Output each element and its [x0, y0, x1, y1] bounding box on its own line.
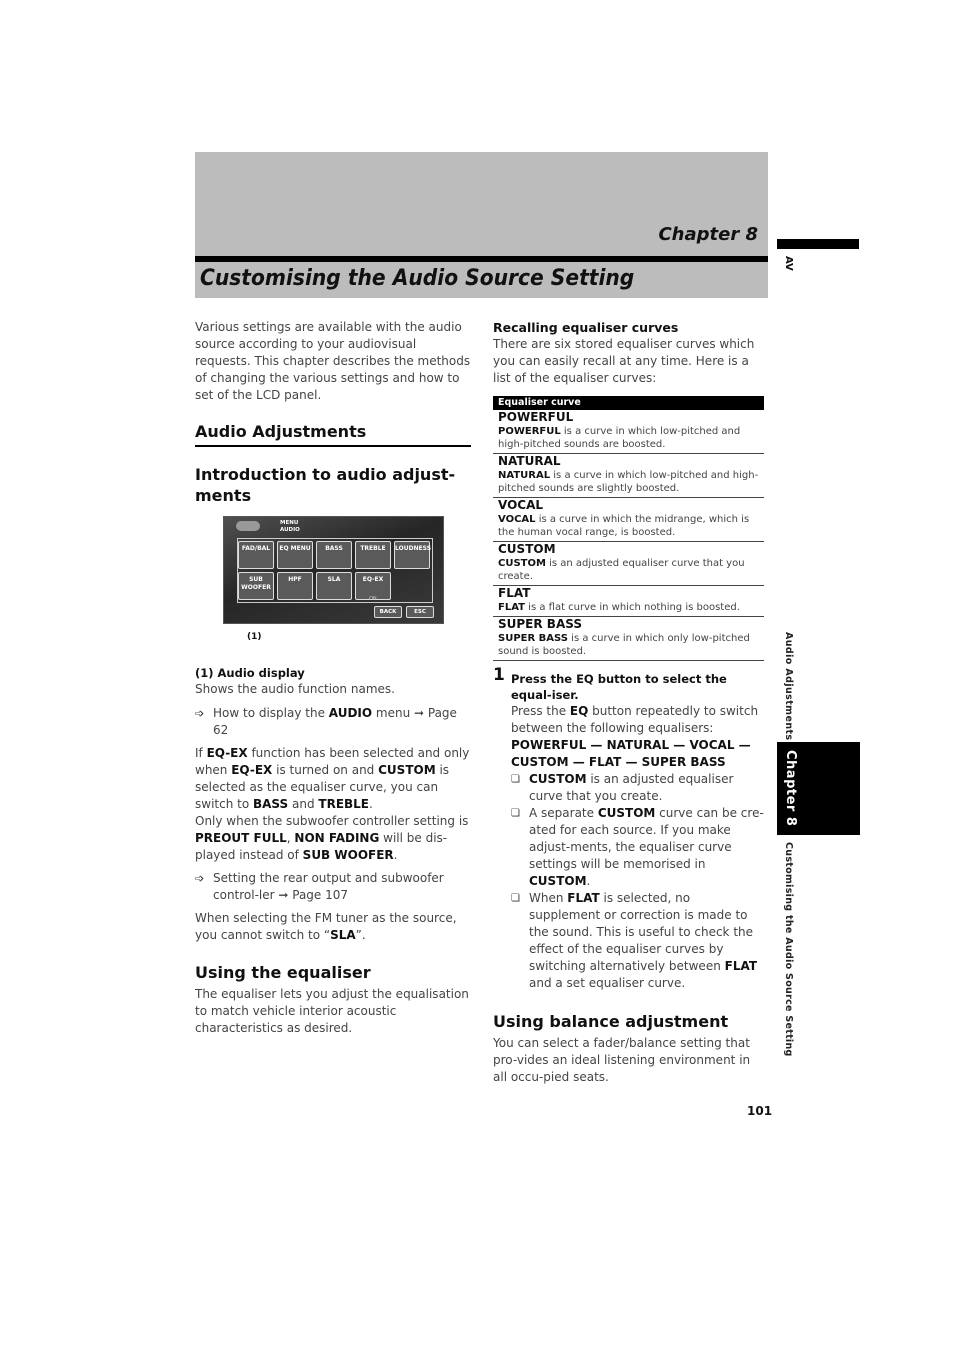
- page-number: 101: [747, 1104, 773, 1118]
- hpf-button[interactable]: HPF: [277, 572, 313, 600]
- cd-source-icon: [236, 521, 260, 531]
- equaliser-paragraph: The equaliser lets you adjust the equalisation to match vehicle interior acoustic characteristics as desired.: [195, 987, 469, 1035]
- table-row: CUSTOM CUSTOM is an adjusted equaliser curve that you create.: [493, 542, 764, 586]
- esc-button[interactable]: ESC: [406, 606, 434, 618]
- chapter-label: Chapter 8: [658, 224, 758, 245]
- intro-paragraph: Various settings are available with the audio source according to your audiovisual requests. This chapter describes the methods of changing the various settings and how to set of the LCD panel.: [195, 320, 471, 402]
- note-item: ❏ When FLAT is selected, no supplement or correction is made to the sound. This is useful to check the effect of the equaliser curves by switching alternatively between FLAT and a set equaliser curve.: [511, 890, 765, 992]
- table-header: Equaliser curve: [493, 396, 764, 410]
- step-number: 1: [493, 665, 505, 685]
- loudness-button[interactable]: LOUDNESS: [394, 541, 430, 569]
- table-row: NATURAL NATURAL is a curve in which low-pitched and high-pitched sounds are slightly boosted.: [493, 454, 764, 498]
- audio-display-heading: (1) Audio display: [195, 666, 305, 680]
- left-column: [195, 319, 471, 1037]
- page-title: Customising the Audio Source Setting: [200, 266, 635, 291]
- eq-menu-button[interactable]: EQ MENU: [277, 541, 313, 569]
- back-button[interactable]: BACK: [374, 606, 402, 618]
- audio-screen-image: [223, 516, 444, 624]
- heading-balance-adjustment: Using balance adjustment: [493, 1012, 729, 1031]
- balance-paragraph: You can select a fader/balance setting that pro-vides an ideal listening environment in all occu-pied seats.: [493, 1036, 751, 1084]
- note-item: ❏ A separate CUSTOM curve can be cre-ated for each source. If you make adjust-ments, the equaliser curve settings will be memorised in CUSTOM.: [511, 805, 765, 890]
- table-row: FLAT FLAT is a flat curve in which nothing is boosted.: [493, 586, 764, 617]
- equaliser-curve-table: [493, 396, 764, 661]
- heading-audio-adjustments: Audio Adjustments: [195, 421, 471, 447]
- side-tab-av: AV: [783, 256, 794, 271]
- heading-introduction: Introduction to audio adjust-ments: [195, 465, 456, 505]
- eq-ex-button[interactable]: EQ-EX: [355, 572, 391, 600]
- note-item: ❏ CUSTOM is an adjusted equaliser curve that you create.: [511, 771, 765, 805]
- table-row: SUPER BASS SUPER BASS is a curve in which only low-pitched sound is boosted.: [493, 617, 764, 661]
- table-row: POWERFUL POWERFUL is a curve in which low-pitched and high-pitched sounds are boosted.: [493, 410, 764, 454]
- fad-bal-button[interactable]: FAD/BAL: [238, 541, 274, 569]
- side-tab-audio-adjustments: Audio Adjustments: [783, 632, 794, 741]
- side-section-label: Customising the Audio Source Setting: [783, 842, 794, 1057]
- sla-button[interactable]: SLA: [316, 572, 352, 600]
- recall-paragraph: There are six stored equaliser curves which you can easily recall at any time. Here is a list of the equaliser curves:: [493, 337, 755, 385]
- screen-menu-label: MENU AUDIO: [280, 520, 300, 533]
- callout-label: (1): [247, 632, 262, 642]
- step-heading: Press the EQ button to select the equal-iser.: [511, 672, 727, 702]
- step-1: [493, 665, 765, 771]
- treble-button[interactable]: TREBLE: [355, 541, 391, 569]
- step-text: Press the EQ button repeatedly to switch between the following equalisers:: [511, 704, 759, 735]
- reference-audio-menu: ➩ How to display the AUDIO menu ➞ Page 62: [195, 705, 471, 739]
- heading-using-equaliser: Using the equaliser: [195, 963, 371, 982]
- side-tab-bar: [777, 239, 859, 249]
- bass-button[interactable]: BASS: [316, 541, 352, 569]
- fm-tuner-paragraph: When selecting the FM tuner as the source, you cannot switch to “SLA”.: [195, 911, 457, 942]
- equaliser-sequence: POWERFUL — NATURAL — VOCAL — CUSTOM — FLAT — SUPER BASS: [511, 738, 751, 769]
- eq-ex-paragraph: If EQ-EX function has been selected and only when EQ-EX is turned on and CUSTOM is selected as the equaliser curve, you can switch to BASS and TREBLE.: [195, 746, 470, 811]
- eq-ex-status: ON: [369, 596, 377, 602]
- heading-recalling-curves: Recalling equaliser curves: [493, 320, 679, 335]
- side-chapter-label: Chapter 8: [783, 750, 798, 827]
- reference-rear-output: ➩ Setting the rear output and subwoofer control-ler ➞ Page 107: [195, 870, 471, 904]
- right-column: [493, 319, 765, 1086]
- sub-woofer-button[interactable]: SUB WOOFER: [238, 572, 274, 600]
- subwoofer-paragraph: Only when the subwoofer controller setting is PREOUT FULL, NON FADING will be dis-played instead of SUB WOOFER.: [195, 814, 469, 862]
- audio-display-text: Shows the audio function names.: [195, 682, 395, 696]
- table-row: VOCAL VOCAL is a curve in which the midrange, which is the human vocal range, is boosted.: [493, 498, 764, 542]
